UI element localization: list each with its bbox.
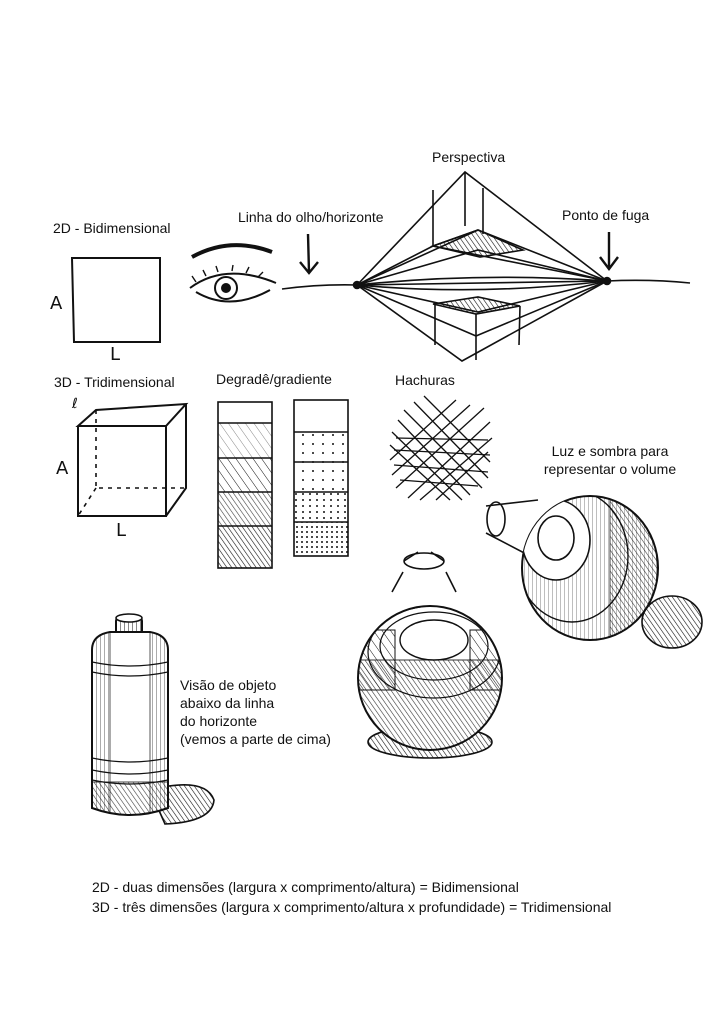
sphere-lit-from-left bbox=[516, 490, 702, 648]
label-degrade: Degradê/gradiente bbox=[216, 371, 332, 387]
light-source-top bbox=[392, 552, 456, 592]
vanishing-arrow bbox=[600, 232, 618, 269]
eye-drawing bbox=[190, 245, 276, 301]
cube-width-letter: L bbox=[116, 520, 127, 541]
perspective-diagram bbox=[282, 172, 690, 361]
label-visao-line-1: Visão de objeto bbox=[180, 677, 277, 693]
label-ponto-fuga: Ponto de fuga bbox=[562, 207, 650, 223]
gradient-strip-dots bbox=[294, 400, 348, 556]
footer-line-2d: 2D - duas dimensões (largura x comprimento/altura) = Bidimensional bbox=[92, 879, 519, 895]
label-visao-line-3: do horizonte bbox=[180, 713, 258, 729]
square-width-letter: L bbox=[110, 344, 121, 365]
label-hachuras: Hachuras bbox=[395, 372, 455, 388]
label-luz-sombra bbox=[530, 442, 690, 478]
label-visao-line-2: abaixo da linha bbox=[180, 695, 275, 711]
label-linha-olho: Linha do olho/horizonte bbox=[238, 209, 384, 225]
label-bidimensional: 2D - Bidimensional bbox=[53, 220, 171, 236]
horizon-arrow bbox=[300, 234, 318, 273]
label-luz-sombra-line-1: Luz e sombra para bbox=[551, 443, 669, 459]
label-luz-sombra-line-2: representar o volume bbox=[543, 461, 677, 477]
sphere-lit-from-top bbox=[355, 606, 510, 758]
label-visao-objeto bbox=[180, 676, 331, 748]
horizon-line bbox=[282, 280, 690, 289]
square-2d bbox=[72, 258, 160, 342]
gradient-strip-hatch bbox=[218, 402, 272, 568]
square-height-letter: A bbox=[50, 293, 63, 314]
label-tridimensional: 3D - Tridimensional bbox=[54, 374, 175, 390]
cube-height-letter: A bbox=[56, 458, 69, 479]
footer-line-3d: 3D - três dimensões (largura x comprimento/altura x profundidade) = Tridimensional bbox=[92, 899, 612, 915]
label-visao-line-4: (vemos a parte de cima) bbox=[180, 731, 331, 747]
cube-3d bbox=[78, 404, 186, 516]
label-perspectiva: Perspectiva bbox=[432, 149, 506, 165]
cube-depth-letter: ℓ bbox=[72, 396, 78, 412]
cross-hatching bbox=[390, 396, 492, 500]
